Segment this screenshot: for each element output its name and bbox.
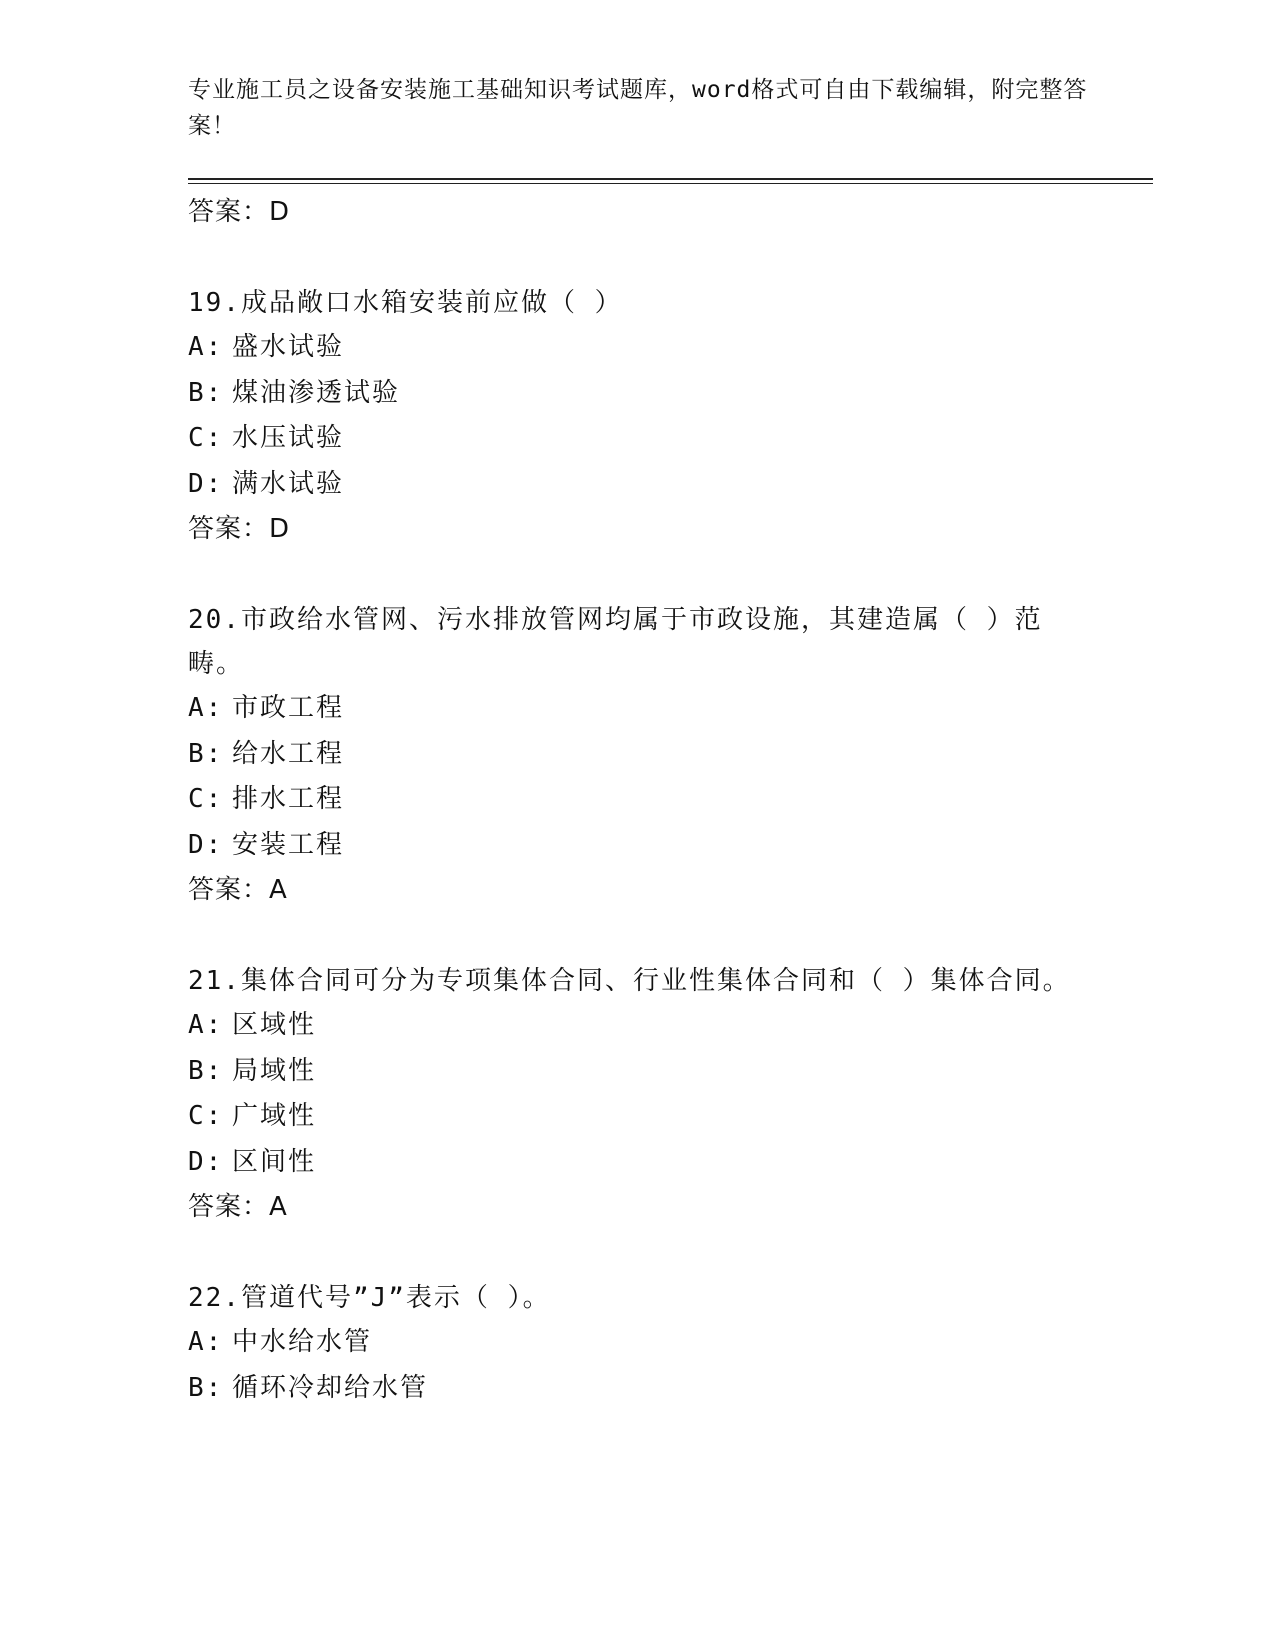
option-a: A: 中水给水管 bbox=[188, 1327, 373, 1357]
answer-line: 答案：D bbox=[188, 514, 291, 544]
question-stem: 19.成品敞口水箱安装前应做（ ） bbox=[188, 288, 623, 318]
question-list bbox=[188, 190, 1088, 1411]
option-b: B: 局域性 bbox=[188, 1055, 317, 1086]
option-d: D: 满水试验 bbox=[188, 468, 345, 499]
answer-line: 答案：D bbox=[188, 197, 291, 227]
option-b: B: 煤油渗透试验 bbox=[188, 377, 401, 408]
question-block bbox=[188, 598, 1088, 912]
header-rule-thick bbox=[188, 178, 1153, 180]
option-b: B: 循环冷却给水管 bbox=[188, 1372, 429, 1403]
question-stem: 21.集体合同可分为专项集体合同、行业性集体合同和（ ）集体合同。 bbox=[188, 966, 1071, 996]
question-block bbox=[188, 959, 1088, 1229]
question-block bbox=[188, 1276, 1088, 1411]
option-d: D: 安装工程 bbox=[188, 829, 345, 860]
option-d: D: 区间性 bbox=[188, 1146, 317, 1177]
question-stem: 22.管道代号”J”表示（ ）。 bbox=[188, 1283, 551, 1313]
option-c: C: 水压试验 bbox=[188, 423, 345, 453]
answer-line: 答案：A bbox=[188, 1192, 288, 1222]
document-header: 专业施工员之设备安装施工基础知识考试题库，word格式可自由下载编辑，附完整答案！ bbox=[188, 77, 1088, 139]
question-block bbox=[188, 281, 1088, 551]
question-stem: 20.市政给水管网、污水排放管网均属于市政设施，其建造属（ ）范畴。 bbox=[188, 605, 1043, 679]
option-c: C: 广域性 bbox=[188, 1101, 317, 1131]
option-a: A: 区域性 bbox=[188, 1010, 317, 1040]
option-a: A: 市政工程 bbox=[188, 693, 345, 723]
option-a: A: 盛水试验 bbox=[188, 332, 345, 362]
header-rule-thin bbox=[188, 183, 1153, 184]
option-b: B: 给水工程 bbox=[188, 738, 345, 769]
option-c: C: 排水工程 bbox=[188, 784, 345, 814]
answer-line: 答案：A bbox=[188, 875, 288, 905]
